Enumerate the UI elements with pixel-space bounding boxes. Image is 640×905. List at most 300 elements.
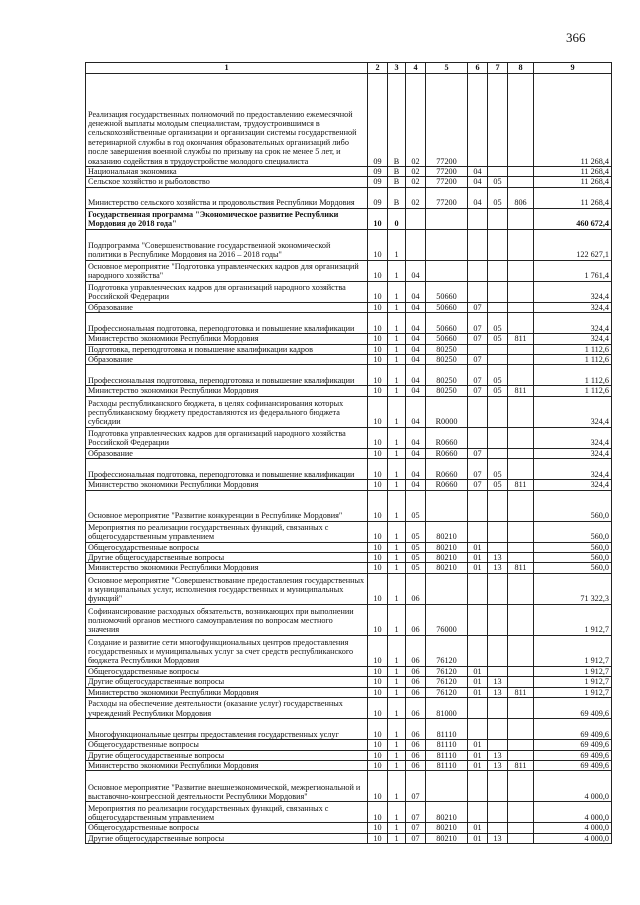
code-cell: 1 xyxy=(388,260,406,281)
code-cell: 02 xyxy=(406,187,426,208)
amount-cell: 560,0 xyxy=(534,553,612,563)
code-cell: 06 xyxy=(406,573,426,604)
table-row xyxy=(86,760,612,770)
agency-code-cell: 811 xyxy=(508,760,534,770)
code-cell: 10 xyxy=(368,635,388,666)
table-row xyxy=(86,677,612,687)
amount-cell: 4 000,0 xyxy=(534,802,612,823)
code-cell: 1 xyxy=(388,698,406,719)
item-name-cell: Министерство экономики Республики Мордовия xyxy=(86,480,368,490)
code-cell: 10 xyxy=(368,740,388,750)
code-cell: 1 xyxy=(388,823,406,833)
code-cell: 10 xyxy=(368,573,388,604)
code-cell: 1 xyxy=(388,563,406,573)
agency-code-cell xyxy=(508,573,534,604)
code-cell: 80210 xyxy=(426,553,468,563)
table-row xyxy=(86,427,612,448)
amount-cell: 1 112,6 xyxy=(534,355,612,365)
amount-cell: 460 672,4 xyxy=(534,208,612,229)
code-cell: 06 xyxy=(406,719,426,740)
agency-code-cell xyxy=(508,490,534,521)
code-cell: 77200 xyxy=(426,177,468,187)
table-row xyxy=(86,344,612,354)
code-cell: 10 xyxy=(368,208,388,229)
item-name-cell: Подпрограмма "Совершенствование государственной экономической политики в Республике Мордовия на 2016 – 2018 годы" xyxy=(86,229,368,260)
amount-cell: 560,0 xyxy=(534,521,612,542)
subsection-cell: 05 xyxy=(488,386,508,396)
code-cell: 06 xyxy=(406,750,426,760)
code-cell: 09 xyxy=(368,187,388,208)
table-row xyxy=(86,365,612,386)
table-row xyxy=(86,771,612,802)
code-cell: 02 xyxy=(406,74,426,167)
code-cell: В xyxy=(388,74,406,167)
code-cell: 10 xyxy=(368,229,388,260)
section-cell xyxy=(468,74,488,167)
agency-code-cell xyxy=(508,208,534,229)
item-name-cell: Подготовка управленческих кадров для организаций народного хозяйства Российской Федерации xyxy=(86,427,368,448)
item-name-cell: Общегосударственные вопросы xyxy=(86,740,368,750)
code-cell: 1 xyxy=(388,719,406,740)
subsection-cell xyxy=(488,666,508,676)
code-cell: 10 xyxy=(368,281,388,302)
code-cell: 05 xyxy=(406,563,426,573)
agency-code-cell xyxy=(508,750,534,760)
code-cell xyxy=(426,229,468,260)
amount-cell: 11 268,4 xyxy=(534,177,612,187)
code-cell: 10 xyxy=(368,334,388,344)
section-cell xyxy=(468,260,488,281)
item-name-cell: Основное мероприятие "Подготовка управленческих кадров для организаций народного хозяйства" xyxy=(86,260,368,281)
table-row xyxy=(86,260,612,281)
section-cell xyxy=(468,208,488,229)
code-cell: 1 xyxy=(388,344,406,354)
code-cell: 10 xyxy=(368,687,388,697)
code-cell: 06 xyxy=(406,604,426,635)
table-row xyxy=(86,187,612,208)
item-name-cell: Создание и развитие сети многофункциональных центров предоставления государственных и муниципальных услуг за счет средств республиканского бюджета Республики Мордовия xyxy=(86,635,368,666)
header-cell: 6 xyxy=(468,63,488,74)
subsection-cell xyxy=(488,448,508,458)
agency-code-cell: 811 xyxy=(508,334,534,344)
code-cell: 76120 xyxy=(426,677,468,687)
code-cell: 1 xyxy=(388,750,406,760)
code-cell: 77200 xyxy=(426,187,468,208)
section-cell: 07 xyxy=(468,448,488,458)
agency-code-cell xyxy=(508,833,534,843)
code-cell: 10 xyxy=(368,666,388,676)
code-cell: 10 xyxy=(368,427,388,448)
item-name-cell: Министерство экономики Республики Мордовия xyxy=(86,386,368,396)
agency-code-cell xyxy=(508,521,534,542)
table-row xyxy=(86,177,612,187)
item-name-cell: Многофункциональные центры предоставления государственных услуг xyxy=(86,719,368,740)
code-cell: 80210 xyxy=(426,833,468,843)
subsection-cell xyxy=(488,260,508,281)
amount-cell: 324,4 xyxy=(534,459,612,480)
code-cell: 04 xyxy=(406,396,426,427)
code-cell: 81110 xyxy=(426,760,468,770)
subsection-cell: 13 xyxy=(488,760,508,770)
code-cell: 81110 xyxy=(426,740,468,750)
code-cell: R0660 xyxy=(426,480,468,490)
amount-cell: 11 268,4 xyxy=(534,187,612,208)
item-name-cell: Министерство экономики Республики Мордовия xyxy=(86,760,368,770)
code-cell: 10 xyxy=(368,480,388,490)
code-cell xyxy=(426,208,468,229)
section-cell: 07 xyxy=(468,302,488,312)
section-cell xyxy=(468,396,488,427)
subsection-cell: 13 xyxy=(488,750,508,760)
table-row xyxy=(86,750,612,760)
page-number: 366 xyxy=(566,30,586,45)
agency-code-cell xyxy=(508,229,534,260)
code-cell: 10 xyxy=(368,760,388,770)
code-cell: R0000 xyxy=(426,396,468,427)
agency-code-cell xyxy=(508,719,534,740)
code-cell: 06 xyxy=(406,740,426,750)
subsection-cell: 05 xyxy=(488,480,508,490)
table-row xyxy=(86,167,612,177)
code-cell: 76120 xyxy=(426,687,468,697)
agency-code-cell xyxy=(508,740,534,750)
code-cell: 81110 xyxy=(426,750,468,760)
amount-cell: 11 268,4 xyxy=(534,167,612,177)
code-cell: 1 xyxy=(388,302,406,312)
code-cell: 09 xyxy=(368,177,388,187)
table-row xyxy=(86,229,612,260)
item-name-cell: Мероприятия по реализации государственных функций, связанных с общегосударственным управлением xyxy=(86,802,368,823)
code-cell: 1 xyxy=(388,334,406,344)
code-cell: 04 xyxy=(406,427,426,448)
section-cell: 01 xyxy=(468,740,488,750)
code-cell: 77200 xyxy=(426,74,468,167)
section-cell: 01 xyxy=(468,563,488,573)
code-cell: 10 xyxy=(368,521,388,542)
section-cell xyxy=(468,573,488,604)
agency-code-cell xyxy=(508,802,534,823)
amount-cell: 69 409,6 xyxy=(534,760,612,770)
code-cell: R0660 xyxy=(426,459,468,480)
code-cell: 80210 xyxy=(426,542,468,552)
header-cell: 1 xyxy=(86,63,368,74)
item-name-cell: Образование xyxy=(86,302,368,312)
code-cell: 04 xyxy=(406,480,426,490)
table-row xyxy=(86,208,612,229)
code-cell xyxy=(406,208,426,229)
agency-code-cell xyxy=(508,396,534,427)
section-cell: 04 xyxy=(468,167,488,177)
section-cell xyxy=(468,281,488,302)
code-cell: 1 xyxy=(388,229,406,260)
section-cell: 01 xyxy=(468,666,488,676)
table-row xyxy=(86,281,612,302)
section-cell: 04 xyxy=(468,187,488,208)
table-body xyxy=(86,74,612,844)
section-cell xyxy=(468,802,488,823)
amount-cell: 4 000,0 xyxy=(534,771,612,802)
subsection-cell xyxy=(488,719,508,740)
code-cell: 1 xyxy=(388,677,406,687)
code-cell: 80210 xyxy=(426,521,468,542)
subsection-cell xyxy=(488,281,508,302)
agency-code-cell xyxy=(508,313,534,334)
table-row xyxy=(86,396,612,427)
code-cell: 10 xyxy=(368,365,388,386)
code-cell: 04 xyxy=(406,334,426,344)
section-cell xyxy=(468,635,488,666)
subsection-cell xyxy=(488,635,508,666)
code-cell: В xyxy=(388,187,406,208)
subsection-cell: 13 xyxy=(488,563,508,573)
code-cell: 04 xyxy=(406,355,426,365)
code-cell: 1 xyxy=(388,802,406,823)
code-cell: 1 xyxy=(388,521,406,542)
item-name-cell: Министерство экономики Республики Мордовия xyxy=(86,334,368,344)
code-cell: 80250 xyxy=(426,344,468,354)
table-row xyxy=(86,823,612,833)
table-row xyxy=(86,635,612,666)
item-name-cell: Государственная программа "Экономическое развитие Республики Мордовия до 2018 года" xyxy=(86,208,368,229)
header-cell: 4 xyxy=(406,63,426,74)
amount-cell: 69 409,6 xyxy=(534,719,612,740)
code-cell: 1 xyxy=(388,573,406,604)
subsection-cell: 05 xyxy=(488,334,508,344)
code-cell: 10 xyxy=(368,490,388,521)
agency-code-cell xyxy=(508,365,534,386)
agency-code-cell xyxy=(508,553,534,563)
subsection-cell xyxy=(488,302,508,312)
agency-code-cell: 811 xyxy=(508,480,534,490)
code-cell: 80210 xyxy=(426,563,468,573)
section-cell xyxy=(468,521,488,542)
header-cell: 5 xyxy=(426,63,468,74)
header-cell: 9 xyxy=(534,63,612,74)
code-cell: 1 xyxy=(388,542,406,552)
code-cell: 50660 xyxy=(426,334,468,344)
subsection-cell: 13 xyxy=(488,833,508,843)
table-row xyxy=(86,459,612,480)
item-name-cell: Другие общегосударственные вопросы xyxy=(86,833,368,843)
budget-table xyxy=(85,62,612,844)
item-name-cell: Образование xyxy=(86,448,368,458)
code-cell: 10 xyxy=(368,542,388,552)
subsection-cell xyxy=(488,355,508,365)
code-cell: R0660 xyxy=(426,448,468,458)
agency-code-cell xyxy=(508,344,534,354)
agency-code-cell xyxy=(508,542,534,552)
code-cell: 06 xyxy=(406,635,426,666)
section-cell xyxy=(468,344,488,354)
amount-cell: 69 409,6 xyxy=(534,698,612,719)
code-cell: 76000 xyxy=(426,604,468,635)
code-cell: 04 xyxy=(406,313,426,334)
amount-cell: 1 112,6 xyxy=(534,386,612,396)
agency-code-cell xyxy=(508,260,534,281)
section-cell: 07 xyxy=(468,313,488,334)
subsection-cell xyxy=(488,604,508,635)
item-name-cell: Министерство сельского хозяйства и продовольствия Республики Мордовия xyxy=(86,187,368,208)
subsection-cell xyxy=(488,823,508,833)
section-cell: 01 xyxy=(468,542,488,552)
amount-cell: 324,4 xyxy=(534,334,612,344)
code-cell: 80210 xyxy=(426,802,468,823)
table-row xyxy=(86,573,612,604)
code-cell: 10 xyxy=(368,833,388,843)
amount-cell: 324,4 xyxy=(534,396,612,427)
item-name-cell: Профессиональная подготовка, переподготовка и повышение квалификации xyxy=(86,459,368,480)
amount-cell: 69 409,6 xyxy=(534,740,612,750)
code-cell: R0660 xyxy=(426,427,468,448)
code-cell: 10 xyxy=(368,260,388,281)
agency-code-cell xyxy=(508,448,534,458)
header-cell: 2 xyxy=(368,63,388,74)
section-cell: 07 xyxy=(468,355,488,365)
amount-cell: 324,4 xyxy=(534,448,612,458)
code-cell: 1 xyxy=(388,553,406,563)
code-cell: 04 xyxy=(406,459,426,480)
code-cell: 07 xyxy=(406,771,426,802)
header-cell: 7 xyxy=(488,63,508,74)
code-cell: 1 xyxy=(388,355,406,365)
code-cell: 02 xyxy=(406,167,426,177)
table-header-row xyxy=(86,63,612,74)
code-cell: 10 xyxy=(368,750,388,760)
table-row xyxy=(86,334,612,344)
subsection-cell xyxy=(488,396,508,427)
agency-code-cell: 811 xyxy=(508,386,534,396)
section-cell: 01 xyxy=(468,750,488,760)
header-cell: 3 xyxy=(388,63,406,74)
item-name-cell: Основное мероприятие "Развитие конкуренции в Республике Мордовия" xyxy=(86,490,368,521)
amount-cell: 324,4 xyxy=(534,427,612,448)
amount-cell: 324,4 xyxy=(534,281,612,302)
amount-cell: 1 912,7 xyxy=(534,677,612,687)
code-cell xyxy=(426,573,468,604)
item-name-cell: Софинансирование расходных обязательств, возникающих при выполнении полномочий органов местного самоуправления по вопросам местного значения xyxy=(86,604,368,635)
code-cell: 10 xyxy=(368,313,388,334)
code-cell: 1 xyxy=(388,281,406,302)
agency-code-cell xyxy=(508,771,534,802)
item-name-cell: Министерство экономики Республики Мордовия xyxy=(86,687,368,697)
subsection-cell xyxy=(488,740,508,750)
amount-cell: 560,0 xyxy=(534,542,612,552)
section-cell: 01 xyxy=(468,823,488,833)
code-cell: 1 xyxy=(388,604,406,635)
table-row xyxy=(86,740,612,750)
subsection-cell xyxy=(488,771,508,802)
code-cell: 76120 xyxy=(426,666,468,676)
code-cell: 1 xyxy=(388,635,406,666)
item-name-cell: Реализация государственных полномочий по предоставлению ежемесячной денежной выплаты молодым специалистам, трудоустроившимся в сельскохозяйственные организации и организации системы государственной ветеринарной службы в год окончания образовательных организаций либо после завершения военной службы по призыву на срок не менее 5 лет, и оказанию содействия в трудоустройстве молодого специалиста xyxy=(86,74,368,167)
amount-cell: 4 000,0 xyxy=(534,833,612,843)
code-cell: 1 xyxy=(388,427,406,448)
agency-code-cell xyxy=(508,823,534,833)
table-row xyxy=(86,480,612,490)
code-cell xyxy=(406,229,426,260)
agency-code-cell xyxy=(508,74,534,167)
subsection-cell xyxy=(488,74,508,167)
code-cell: 1 xyxy=(388,687,406,697)
code-cell: 80250 xyxy=(426,365,468,386)
amount-cell: 1 912,7 xyxy=(534,604,612,635)
agency-code-cell xyxy=(508,177,534,187)
code-cell: 07 xyxy=(406,802,426,823)
subsection-cell: 05 xyxy=(488,177,508,187)
subsection-cell: 13 xyxy=(488,553,508,563)
amount-cell: 1 112,6 xyxy=(534,344,612,354)
agency-code-cell: 806 xyxy=(508,187,534,208)
code-cell: 50660 xyxy=(426,313,468,334)
code-cell: 05 xyxy=(406,490,426,521)
item-name-cell: Профессиональная подготовка, переподготовка и повышение квалификации xyxy=(86,365,368,386)
table-row xyxy=(86,386,612,396)
section-cell: 01 xyxy=(468,553,488,563)
subsection-cell xyxy=(488,229,508,260)
section-cell xyxy=(468,490,488,521)
code-cell: 10 xyxy=(368,823,388,833)
amount-cell: 1 912,7 xyxy=(534,687,612,697)
code-cell: 07 xyxy=(406,823,426,833)
code-cell: 1 xyxy=(388,760,406,770)
code-cell xyxy=(426,771,468,802)
table-row xyxy=(86,604,612,635)
code-cell: 1 xyxy=(388,365,406,386)
agency-code-cell xyxy=(508,355,534,365)
code-cell: 06 xyxy=(406,677,426,687)
code-cell: 10 xyxy=(368,802,388,823)
section-cell xyxy=(468,229,488,260)
table-row xyxy=(86,448,612,458)
code-cell: 10 xyxy=(368,355,388,365)
section-cell: 01 xyxy=(468,833,488,843)
code-cell: 50660 xyxy=(426,281,468,302)
agency-code-cell xyxy=(508,281,534,302)
code-cell: 10 xyxy=(368,448,388,458)
agency-code-cell xyxy=(508,677,534,687)
code-cell: 04 xyxy=(406,281,426,302)
subsection-cell: 05 xyxy=(488,365,508,386)
subsection-cell xyxy=(488,344,508,354)
subsection-cell: 05 xyxy=(488,459,508,480)
subsection-cell xyxy=(488,167,508,177)
subsection-cell: 05 xyxy=(488,187,508,208)
amount-cell: 1 112,6 xyxy=(534,365,612,386)
table-row xyxy=(86,313,612,334)
section-cell xyxy=(468,698,488,719)
code-cell: 04 xyxy=(406,365,426,386)
agency-code-cell xyxy=(508,666,534,676)
section-cell xyxy=(468,771,488,802)
amount-cell: 324,4 xyxy=(534,480,612,490)
code-cell: 04 xyxy=(406,386,426,396)
code-cell: 06 xyxy=(406,687,426,697)
code-cell: В xyxy=(388,177,406,187)
subsection-cell xyxy=(488,208,508,229)
amount-cell: 560,0 xyxy=(534,563,612,573)
item-name-cell: Общегосударственные вопросы xyxy=(86,666,368,676)
code-cell: 07 xyxy=(406,833,426,843)
code-cell: 81110 xyxy=(426,719,468,740)
code-cell: 10 xyxy=(368,459,388,480)
section-cell: 01 xyxy=(468,687,488,697)
item-name-cell: Национальная экономика xyxy=(86,167,368,177)
code-cell: 10 xyxy=(368,698,388,719)
code-cell: 10 xyxy=(368,302,388,312)
code-cell: 06 xyxy=(406,666,426,676)
agency-code-cell xyxy=(508,635,534,666)
code-cell: 1 xyxy=(388,490,406,521)
